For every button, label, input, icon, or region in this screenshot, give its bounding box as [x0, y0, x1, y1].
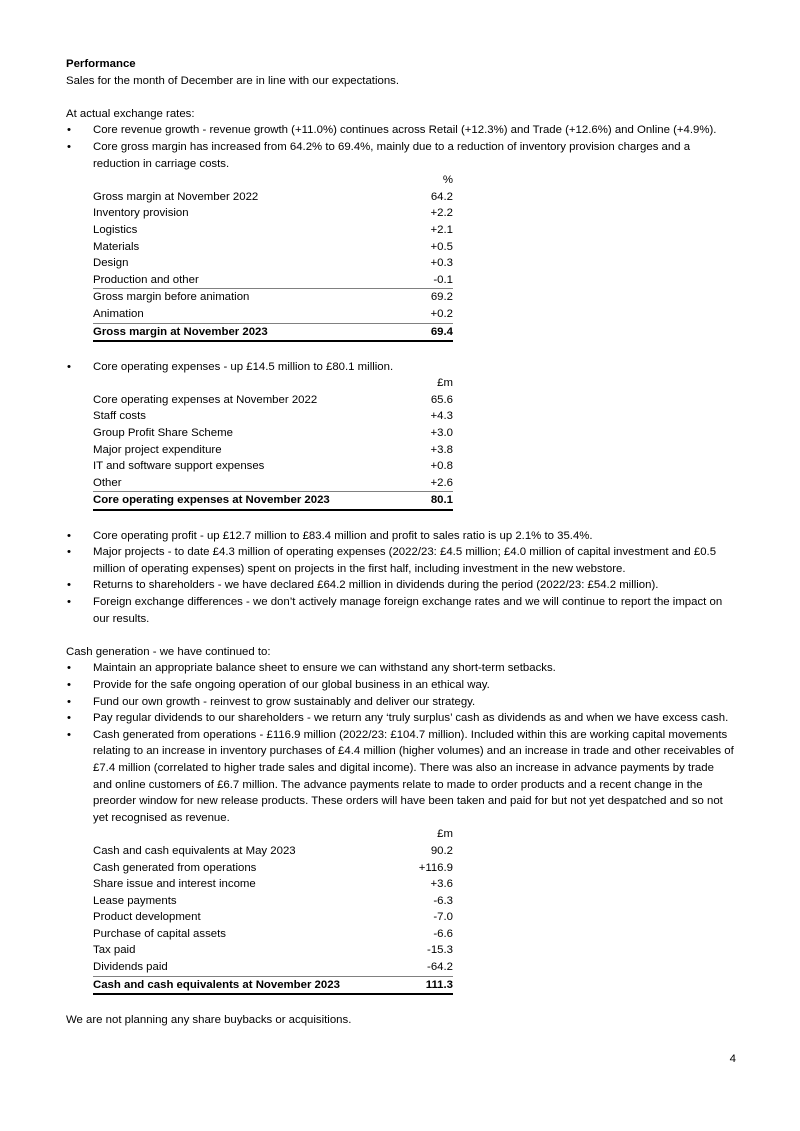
list-item-text: Core operating expenses - up £14.5 million to £80.1 million.	[93, 360, 394, 373]
list-item-text: Core operating profit - up £12.7 million to £83.4 million and profit to sales ratio is up 2.1% to 35.4%.	[93, 529, 593, 542]
row-value: 90.2	[430, 844, 453, 857]
list-item	[66, 694, 736, 711]
table-unit-row	[93, 826, 453, 843]
page-content	[66, 56, 736, 1028]
row-label: Cash generated from operations	[93, 861, 257, 874]
row-label: Product development	[93, 911, 201, 924]
row-value: -7.0	[433, 911, 453, 924]
table-row	[93, 306, 453, 323]
table-row	[93, 458, 453, 475]
table-unit-cell: £m	[437, 828, 453, 841]
row-value: +116.9	[418, 861, 453, 874]
table-row	[93, 239, 453, 256]
section-spacer	[66, 627, 736, 644]
table-unit-cell: £m	[437, 377, 453, 390]
list-item	[66, 139, 736, 172]
table-row	[93, 392, 453, 409]
row-value: +3.8	[430, 443, 453, 456]
row-label: Staff costs	[93, 410, 146, 423]
table-row	[93, 926, 453, 943]
row-value: -6.3	[433, 894, 453, 907]
table-spacer	[66, 995, 736, 1012]
closing-paragraph: We are not planning any share buybacks or acquisitions.	[66, 1013, 352, 1026]
row-value: +3.6	[430, 878, 453, 891]
row-label: Tax paid	[93, 944, 136, 957]
table-row-subtotal	[93, 289, 453, 306]
table-row	[93, 442, 453, 459]
row-label: Gross margin at November 2023	[93, 323, 361, 341]
bullet-icon: •	[67, 124, 71, 137]
table-spacer	[66, 511, 736, 528]
list-item	[66, 660, 736, 677]
table-row	[93, 893, 453, 910]
list-item-text: Core gross margin has increased from 64.2% to 69.4%, mainly due to a reduction of inventory provision charges and a reduction in carriage costs.	[93, 140, 691, 170]
row-label: Production and other	[93, 273, 199, 286]
row-label: Cash and cash equivalents at November 2023	[93, 976, 361, 994]
row-label: Core operating expenses at November 2022	[93, 393, 318, 406]
list-item	[66, 359, 736, 376]
page-number: 4	[729, 1053, 736, 1065]
row-value: -64.2	[427, 961, 453, 974]
operating-expenses-table-body	[93, 375, 453, 510]
bullet-icon: •	[67, 546, 71, 559]
list-item-text: Fund our own growth - reinvest to grow sustainably and deliver our strategy.	[93, 695, 476, 708]
performance-bullet-list	[66, 528, 736, 628]
table-row	[93, 860, 453, 877]
row-label: Gross margin before animation	[93, 289, 361, 306]
bullet-icon: •	[67, 712, 71, 725]
list-item	[66, 122, 736, 139]
paragraph-spacer	[66, 89, 736, 106]
bullet-icon: •	[67, 728, 71, 741]
list-item-text: Pay regular dividends to our shareholders - we return any ‘truly surplus’ cash as dividends as and when we have excess cash.	[93, 712, 729, 725]
row-label: Inventory provision	[93, 207, 189, 220]
bullet-icon: •	[67, 678, 71, 691]
row-label: Share issue and interest income	[93, 878, 256, 891]
list-item-text: Core revenue growth - revenue growth (+11.0%) continues across Retail (+12.3%) and Trade (+12.6%) and Online (+4.9%).	[93, 124, 717, 137]
row-value: +2.2	[430, 207, 453, 220]
table-row	[93, 255, 453, 272]
list-item	[66, 528, 736, 545]
bullet-icon: •	[67, 579, 71, 592]
row-value: -15.3	[427, 944, 453, 957]
row-label: Core operating expenses at November 2023	[93, 492, 361, 510]
cash-flow-table	[93, 826, 453, 995]
row-label: Logistics	[93, 223, 138, 236]
list-item-text: Returns to shareholders - we have declared £64.2 million in dividends during the period (2022/23: £54.2 million).	[93, 579, 659, 592]
table-unit-cell: %	[442, 174, 453, 187]
row-value: 64.2	[430, 190, 453, 203]
list-item-text: Foreign exchange differences - we don’t actively manage foreign exchange rates and we will continue to report the impact on our results.	[93, 596, 723, 625]
row-label: Lease payments	[93, 894, 177, 907]
row-value: +2.6	[430, 476, 453, 489]
row-value: 69.2	[361, 289, 453, 306]
list-item-text: Provide for the safe ongoing operation of our global business in an ethical way.	[93, 678, 490, 691]
table-row	[93, 205, 453, 222]
bullet-icon: •	[67, 529, 71, 542]
table-row-total	[93, 976, 453, 994]
bullet-icon: •	[67, 140, 71, 153]
row-value: +0.8	[430, 460, 453, 473]
gross-margin-table-body	[93, 172, 453, 341]
intro-paragraph: Sales for the month of December are in line with our expectations.	[66, 74, 400, 87]
row-value: -6.6	[433, 927, 453, 940]
row-label: Major project expenditure	[93, 443, 222, 456]
list-item	[66, 544, 736, 577]
row-value: +2.1	[430, 223, 453, 236]
list-item-text: Major projects - to date £4.3 million of operating expenses (2022/23: £4.5 million; £4.0 million of capital investment and £0.5 million of operating expenses) spent on projects in the first half, including investment in the new webstore.	[93, 546, 717, 575]
row-label: Purchase of capital assets	[93, 927, 226, 940]
table-row	[93, 876, 453, 893]
row-value: +3.0	[430, 427, 453, 440]
row-label: Group Profit Share Scheme	[93, 427, 233, 440]
row-label: Other	[93, 476, 122, 489]
exchange-rates-intro: At actual exchange rates:	[66, 107, 195, 120]
bullet-icon: •	[67, 695, 71, 708]
table-unit-label-cell	[93, 172, 361, 189]
table-row-total	[93, 323, 453, 341]
operating-expenses-bullet-list	[66, 359, 736, 376]
table-unit-label-cell	[93, 826, 361, 843]
table-row	[93, 408, 453, 425]
row-label: Gross margin at November 2022	[93, 190, 259, 203]
list-item	[66, 710, 736, 727]
list-item	[66, 594, 736, 627]
row-label: Design	[93, 257, 129, 270]
list-item	[66, 727, 736, 827]
row-value: +0.5	[430, 240, 453, 253]
cash-generation-bullet-list	[66, 660, 736, 826]
table-row	[93, 425, 453, 442]
row-value: +0.2	[430, 307, 453, 320]
cash-flow-table-body	[93, 826, 453, 994]
table-row-total	[93, 492, 453, 510]
cash-generation-intro: Cash generation - we have continued to:	[66, 645, 271, 658]
gross-margin-table	[93, 172, 453, 342]
bullet-icon: •	[67, 360, 71, 373]
row-value: +0.3	[430, 257, 453, 270]
row-value: +4.3	[430, 410, 453, 423]
operating-expenses-table	[93, 375, 453, 511]
row-value: 65.6	[430, 393, 453, 406]
table-row	[93, 189, 453, 206]
table-row	[93, 959, 453, 976]
list-item	[66, 577, 736, 594]
row-value: 111.3	[361, 976, 453, 994]
row-value: 69.4	[361, 323, 453, 341]
bullet-icon: •	[67, 662, 71, 675]
table-row	[93, 475, 453, 492]
row-label: Dividends paid	[93, 961, 168, 974]
table-unit-label-cell	[93, 375, 361, 392]
page-title: Performance	[66, 58, 136, 70]
bullet-icon: •	[67, 596, 71, 608]
row-label: IT and software support expenses	[93, 460, 265, 473]
row-value: 80.1	[361, 492, 453, 510]
table-unit-row	[93, 172, 453, 189]
table-row	[93, 272, 453, 289]
table-row	[93, 843, 453, 860]
table-spacer	[66, 342, 736, 359]
table-unit-row	[93, 375, 453, 392]
exchange-rates-bullet-list	[66, 122, 736, 172]
row-label: Cash and cash equivalents at May 2023	[93, 844, 296, 857]
table-row	[93, 222, 453, 239]
row-value: -0.1	[433, 273, 453, 286]
table-row	[93, 942, 453, 959]
list-item	[66, 677, 736, 694]
row-label: Animation	[93, 307, 144, 320]
list-item-text: Cash generated from operations - £116.9 million (2022/23: £104.7 million). Included within this are working capital movements relating to an increase in inventory purchases of £4.4 million (higher volumes) and an increase in trade and other receivables of £7.4 million (correlated to higher trade sales and digital income). There was also an increase in advance payments by trade and online customers of £6.7 million. The advance payments relate to made to order products and a recent change in the preorder window for new release products. These orders will have been taken and paid for but not yet despatched and so not yet recognised as revenue.	[93, 728, 734, 824]
table-row	[93, 909, 453, 926]
row-label: Materials	[93, 240, 140, 253]
list-item-text: Maintain an appropriate balance sheet to ensure we can withstand any short-term setbacks.	[93, 662, 556, 675]
